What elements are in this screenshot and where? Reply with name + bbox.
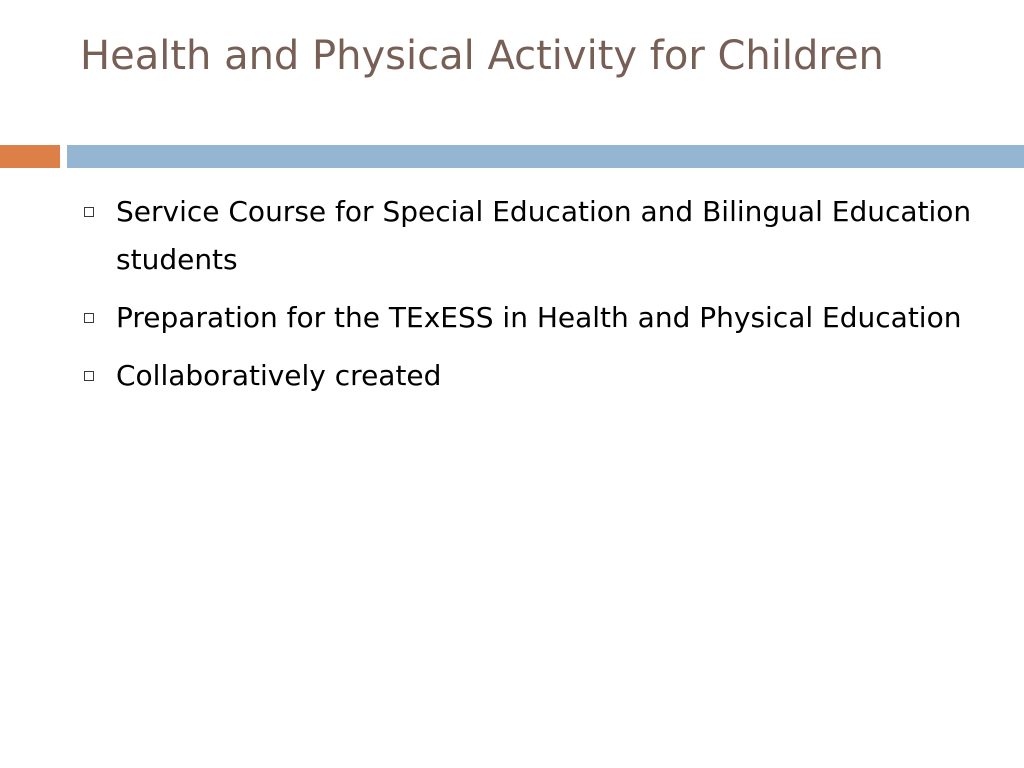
hollow-square-bullet-icon xyxy=(84,313,94,323)
bullet-text: Collaboratively created xyxy=(116,359,442,392)
hollow-square-bullet-icon xyxy=(84,371,94,381)
accent-bar-blue xyxy=(67,145,1024,168)
list-item xyxy=(80,352,980,400)
list-item xyxy=(80,188,980,284)
slide-title: Health and Physical Activity for Children xyxy=(80,33,884,79)
bullet-list xyxy=(80,188,980,410)
accent-bar-orange xyxy=(0,145,60,168)
bullet-text: Preparation for the TExESS in Health and Physical Education xyxy=(116,301,962,334)
list-item xyxy=(80,294,980,342)
bullet-text: Service Course for Special Education and Bilingual Education students xyxy=(116,195,972,276)
hollow-square-bullet-icon xyxy=(84,207,94,217)
